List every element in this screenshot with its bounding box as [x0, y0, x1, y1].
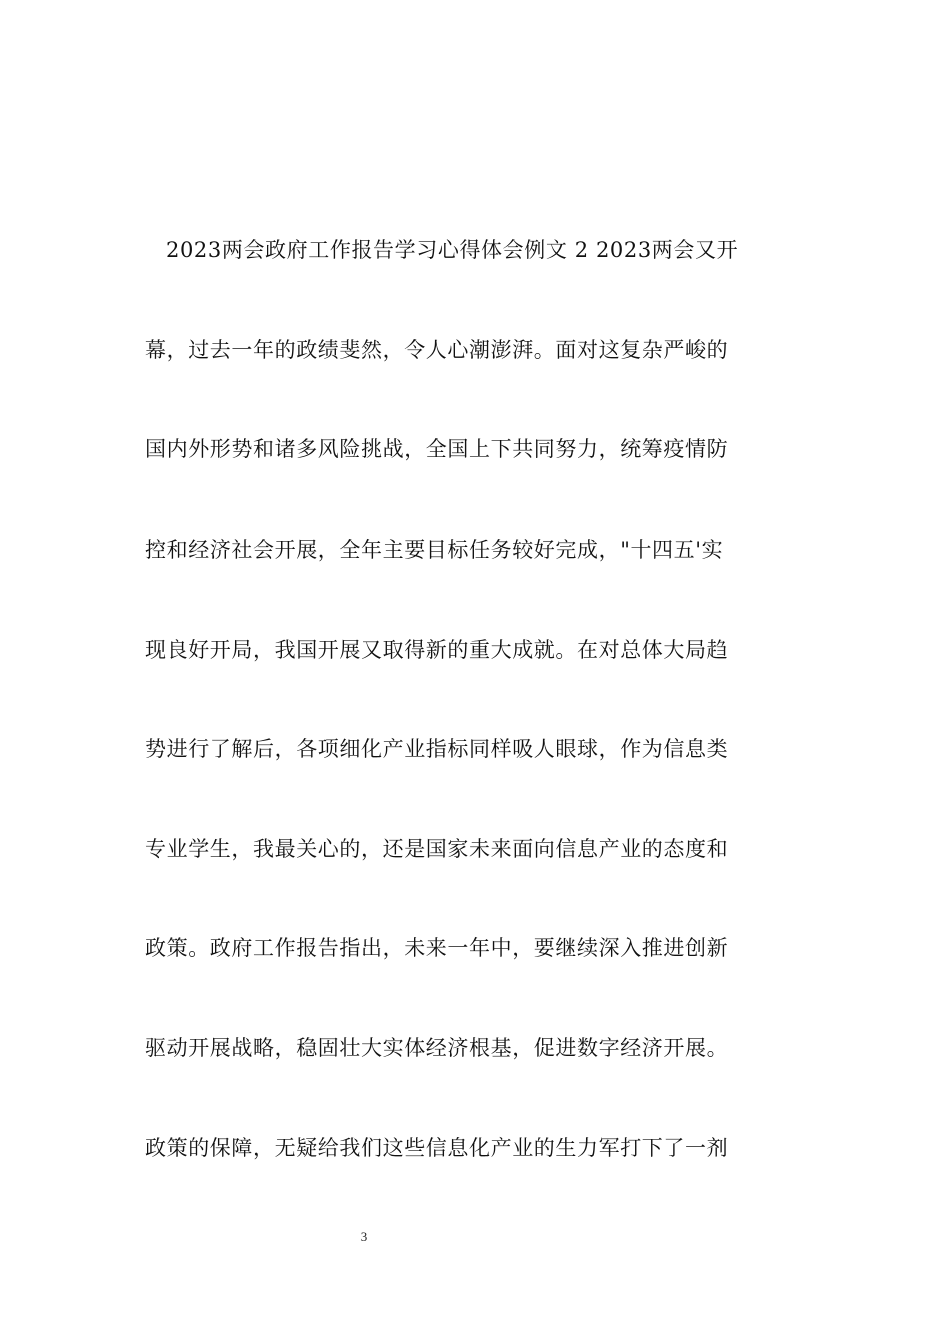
body-text-line-8: 政策。政府工作报告指出，未来一年中，要继续深入推进创新	[145, 936, 729, 960]
body-text-line-4: 控和经济社会开展，全年主要目标任务较好完成，"十四五'实	[145, 538, 724, 562]
body-text-line-6: 势进行了解后，各项细化产业指标同样吸人眼球，作为信息类	[145, 737, 729, 761]
page-number: 3	[360, 1229, 368, 1244]
body-text-line-9: 驱动开展战略，稳固壮大实体经济根基，促进数字经济开展。	[145, 1036, 729, 1060]
body-text-line-5: 现良好开局，我国开展又取得新的重大成就。在对总体大局趋	[145, 638, 729, 662]
body-text-line-1: 2023两会政府工作报告学习心得体会例文 2 2023两会又开	[166, 238, 739, 262]
body-text-line-2: 幕，过去一年的政绩斐然，令人心潮澎湃。面对这复杂严峻的	[145, 338, 729, 362]
body-text-line-3: 国内外形势和诸多风险挑战，全国上下共同努力，统筹疫情防	[145, 437, 729, 461]
body-text-line-7: 专业学生，我最关心的，还是国家未来面向信息产业的态度和	[145, 837, 729, 861]
body-text-line-10: 政策的保障，无疑给我们这些信息化产业的生力军打下了一剂	[145, 1136, 729, 1160]
